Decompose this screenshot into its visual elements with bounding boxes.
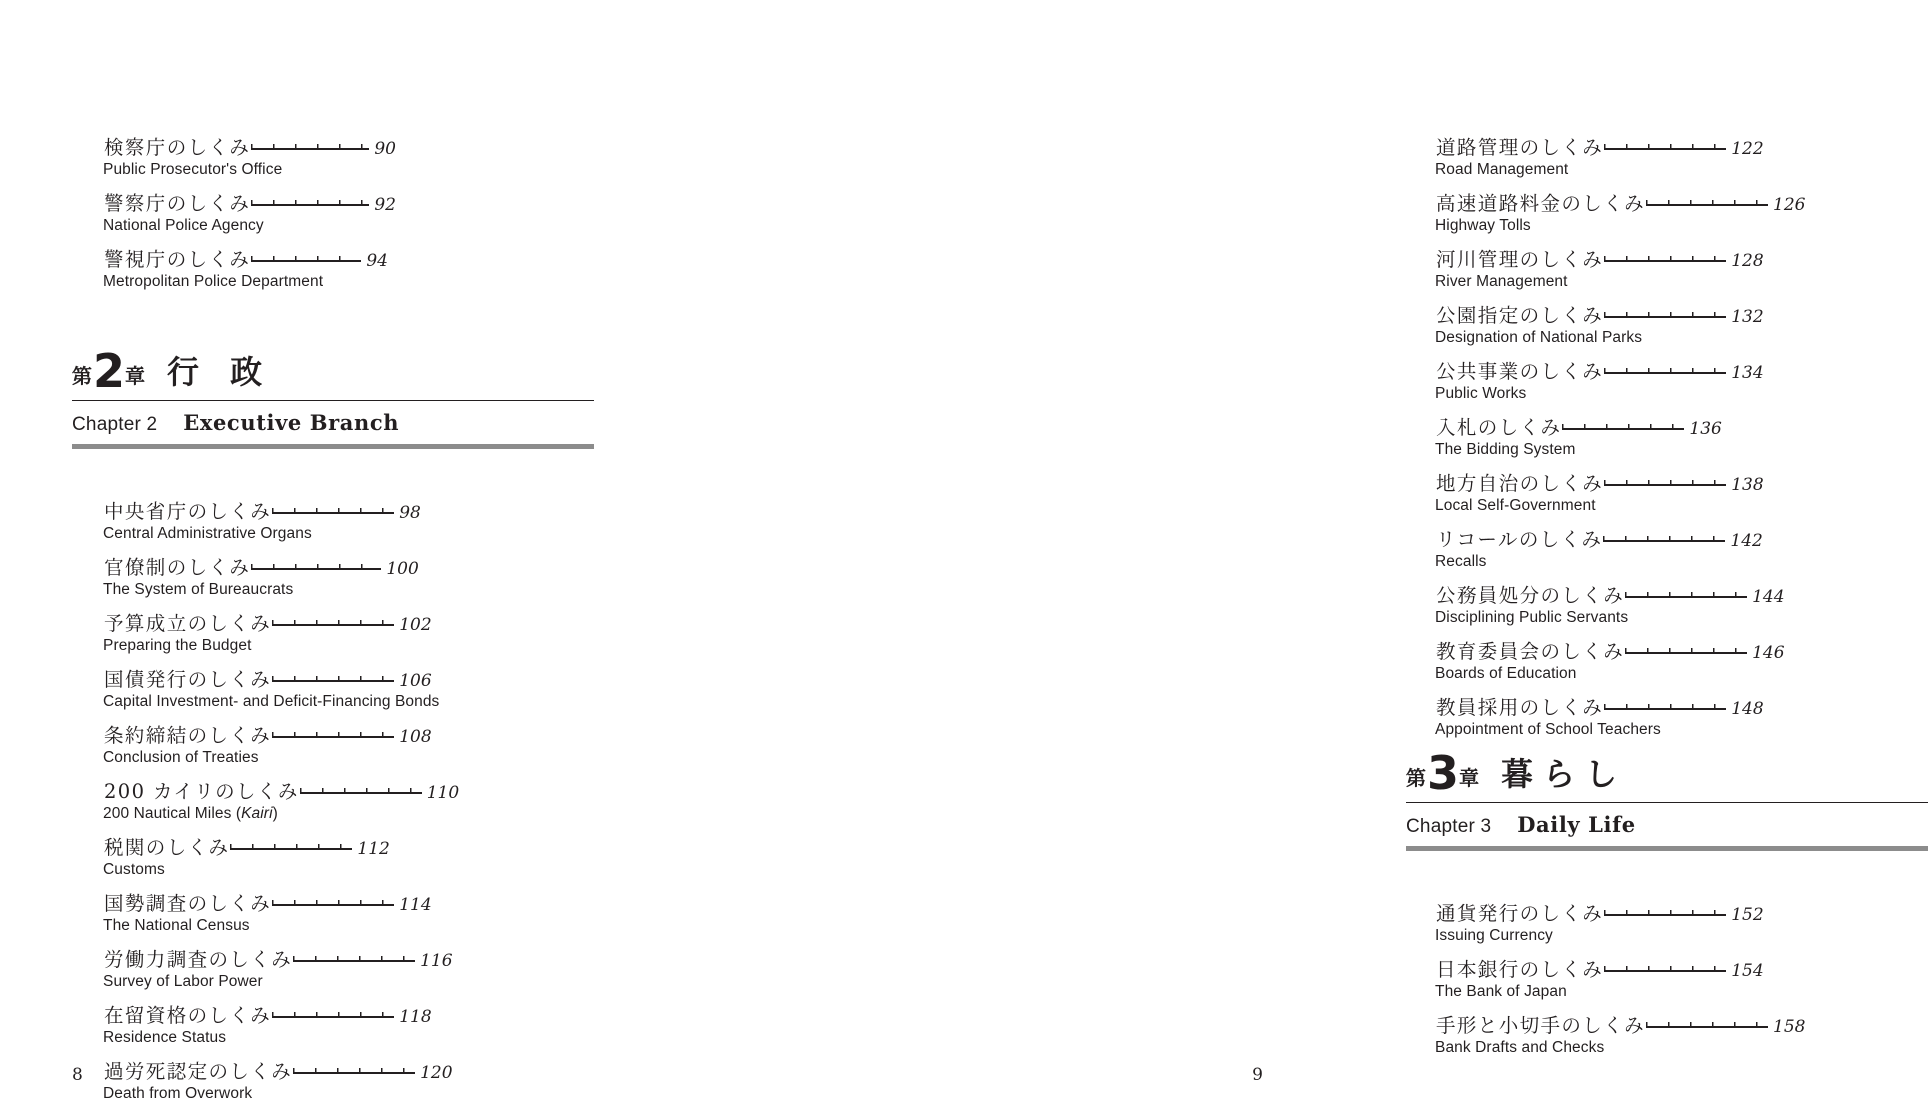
page-left	[0, 0, 667, 1111]
toc-entry[interactable]	[104, 1000, 459, 1047]
toc-page-number: 120	[420, 1063, 453, 1083]
leader-dots	[272, 673, 394, 683]
toc-title-english: The National Census	[103, 917, 250, 934]
toc-page-number: 112	[357, 839, 390, 859]
toc-title-english: Designation of National Parks	[1435, 329, 1643, 346]
toc-title-english: Appointment of School Teachers	[1435, 721, 1661, 738]
toc-title-japanese: 日本銀行のしくみ	[1436, 958, 1604, 981]
toc-entry[interactable]	[104, 888, 459, 935]
chapter-title-japanese	[72, 344, 594, 398]
toc-entry-line	[1436, 898, 1805, 926]
toc-page-number: 152	[1731, 905, 1764, 925]
toc-page-number: 146	[1752, 643, 1785, 663]
leader-dots	[272, 617, 394, 627]
toc-entry[interactable]	[1436, 188, 1805, 235]
toc-title-japanese: 国債発行のしくみ	[104, 668, 272, 691]
toc-title-english: Metropolitan Police Department	[103, 273, 324, 290]
divider-thick	[72, 444, 594, 449]
toc-entry[interactable]	[1436, 356, 1805, 403]
leader-dots	[1604, 141, 1726, 151]
toc-title-english: Capital Investment- and Deficit-Financing Bonds	[103, 693, 440, 710]
leader-dots	[272, 729, 394, 739]
chapter-suffix-sho: 章	[125, 364, 146, 388]
toc-page-number: 158	[1773, 1017, 1806, 1037]
leader-dots	[251, 197, 369, 207]
toc-list-left-top	[104, 132, 396, 300]
toc-title-english: The Bank of Japan	[1435, 983, 1567, 1000]
chapter-prefix-dai: 第	[72, 364, 92, 388]
toc-title-english: Bank Drafts and Checks	[1435, 1039, 1605, 1056]
toc-title-english: Death from Overwork	[103, 1085, 253, 1102]
toc-page-number: 136	[1689, 419, 1722, 439]
chapter-number: 2	[93, 344, 125, 398]
page-right	[667, 0, 1806, 1111]
toc-title-english: Disciplining Public Servants	[1435, 609, 1629, 626]
toc-title-english: Residence Status	[103, 1029, 227, 1046]
toc-page-number: 92	[374, 195, 396, 215]
toc-page-number: 110	[426, 783, 460, 803]
toc-page-number: 126	[1773, 195, 1806, 215]
toc-title-japanese: 過労死認定のしくみ	[104, 1060, 293, 1083]
toc-entry[interactable]	[104, 664, 459, 711]
toc-entry-line	[1436, 300, 1805, 328]
toc-title-japanese: 公務員処分のしくみ	[1436, 584, 1625, 607]
toc-page-number: 118	[399, 1007, 432, 1027]
toc-entry[interactable]	[1436, 1010, 1805, 1057]
toc-entry[interactable]	[104, 496, 459, 543]
toc-entry[interactable]	[1436, 692, 1805, 739]
leader-dots	[293, 1065, 415, 1075]
toc-page-number: 148	[1731, 699, 1764, 719]
toc-entry-line	[1436, 244, 1805, 272]
toc-title-japanese: 教員採用のしくみ	[1436, 696, 1604, 719]
toc-entry-line	[1436, 580, 1805, 608]
toc-page-number: 138	[1731, 475, 1764, 495]
toc-title-japanese: 在留資格のしくみ	[104, 1004, 272, 1027]
toc-entry-line	[1436, 692, 1805, 720]
toc-entry-line	[1436, 1010, 1805, 1038]
toc-title-english: 200 Nautical Miles (Kairi)	[103, 805, 278, 822]
toc-entry-line	[104, 608, 459, 636]
folio-page-number-left: 8	[72, 1065, 83, 1085]
divider-thick	[1406, 846, 1928, 851]
toc-entry[interactable]	[1436, 132, 1805, 179]
toc-entry[interactable]	[1436, 300, 1805, 347]
toc-title-english: Recalls	[1435, 553, 1487, 570]
toc-title-japanese: 河川管理のしくみ	[1436, 248, 1604, 271]
toc-title-japanese: 入札のしくみ	[1436, 416, 1562, 439]
chapter-name-japanese: 行 政	[167, 353, 273, 391]
leader-dots	[251, 561, 381, 571]
toc-title-japanese: 官僚制のしくみ	[104, 556, 251, 579]
folio-page-number-right: 9	[1252, 1065, 1263, 1085]
toc-title-english: The System of Bureaucrats	[103, 581, 294, 598]
toc-page-number: 134	[1731, 363, 1764, 383]
toc-title-japanese: 検察庁のしくみ	[104, 136, 251, 159]
toc-title-english: Central Administrative Organs	[103, 525, 312, 542]
leader-dots	[272, 505, 394, 515]
toc-title-japanese: 高速道路料金のしくみ	[1436, 192, 1646, 215]
toc-entry-line	[1436, 356, 1805, 384]
toc-title-japanese: 条約締結のしくみ	[104, 724, 272, 747]
toc-page-number: 106	[399, 671, 432, 691]
chapter-title-english	[72, 401, 594, 444]
toc-page-number: 122	[1731, 139, 1764, 159]
toc-title-japanese: 国勢調査のしくみ	[104, 892, 272, 915]
toc-entry-line	[104, 132, 396, 160]
toc-entry-line	[1436, 188, 1805, 216]
toc-entry-line	[104, 1056, 459, 1084]
toc-page-number: 144	[1752, 587, 1785, 607]
toc-title-english: River Management	[1435, 273, 1568, 290]
toc-page-number: 98	[399, 503, 421, 523]
toc-entry-line	[104, 552, 459, 580]
toc-list-right-main	[1436, 898, 1805, 1066]
chapter-name-english: Daily Life	[1517, 812, 1636, 838]
toc-page-number: 90	[374, 139, 396, 159]
toc-page-number: 102	[399, 615, 432, 635]
toc-entry[interactable]	[1436, 580, 1805, 627]
toc-title-japanese: 公共事業のしくみ	[1436, 360, 1604, 383]
chapter-title-english	[1406, 803, 1928, 846]
toc-page-number: 132	[1731, 307, 1764, 327]
toc-page-number: 100	[386, 559, 419, 579]
toc-title-english: Public Prosecutor's Office	[103, 161, 283, 178]
toc-page-number: 116	[420, 951, 453, 971]
toc-entry[interactable]	[104, 132, 396, 179]
leader-dots	[1604, 963, 1726, 973]
leader-dots	[1604, 477, 1726, 487]
toc-entry[interactable]	[104, 244, 396, 291]
leader-dots	[1646, 197, 1768, 207]
chapter-label: Chapter 3	[1406, 816, 1492, 838]
toc-entry-line	[1436, 954, 1805, 982]
toc-title-japanese: 手形と小切手のしくみ	[1436, 1014, 1646, 1037]
toc-entry-line	[104, 244, 396, 272]
toc-entry[interactable]	[104, 944, 459, 991]
leader-dots	[1604, 701, 1726, 711]
toc-entry[interactable]	[1436, 954, 1805, 1001]
toc-entry[interactable]	[104, 188, 396, 235]
toc-title-english: Preparing the Budget	[103, 637, 252, 654]
toc-title-japanese: 地方自治のしくみ	[1436, 472, 1604, 495]
toc-entry-line	[104, 944, 459, 972]
toc-entry[interactable]	[1436, 524, 1805, 571]
toc-title-japanese: 道路管理のしくみ	[1436, 136, 1604, 159]
toc-entry-line	[104, 496, 459, 524]
toc-entry-line	[104, 888, 459, 916]
toc-title-english: Boards of Education	[1435, 665, 1577, 682]
leader-dots	[1646, 1019, 1768, 1029]
toc-title-english: The Bidding System	[1435, 441, 1576, 458]
leader-dots	[1604, 365, 1726, 375]
leader-dots	[251, 253, 361, 263]
chapter-suffix-sho: 章	[1459, 766, 1480, 790]
leader-dots	[251, 141, 369, 151]
toc-entry[interactable]	[1436, 636, 1805, 683]
toc-entry-line	[1436, 132, 1805, 160]
toc-page-number: 154	[1731, 961, 1764, 981]
toc-title-japanese: 警察庁のしくみ	[104, 192, 251, 215]
toc-entry[interactable]	[104, 776, 459, 823]
toc-entry-line	[104, 832, 459, 860]
toc-page-number: 108	[399, 727, 432, 747]
toc-entry[interactable]	[1436, 898, 1805, 945]
chapter-label: Chapter 2	[72, 414, 158, 436]
toc-title-japanese: 予算成立のしくみ	[104, 612, 272, 635]
toc-entry[interactable]	[104, 552, 459, 599]
toc-entry[interactable]	[1436, 244, 1805, 291]
chapter-heading-3	[1406, 746, 1928, 851]
leader-dots	[1604, 253, 1726, 263]
leader-dots	[272, 1009, 394, 1019]
toc-title-english: Conclusion of Treaties	[103, 749, 259, 766]
toc-list-left-main	[104, 496, 459, 1112]
toc-entry[interactable]	[104, 832, 459, 879]
toc-entry-line	[104, 776, 459, 804]
toc-entry[interactable]	[104, 608, 459, 655]
toc-title-english: Highway Tolls	[1435, 217, 1531, 234]
chapter-title-japanese	[1406, 746, 1928, 800]
toc-entry-line	[104, 1000, 459, 1028]
toc-entry-line	[1436, 412, 1805, 440]
leader-dots	[1603, 533, 1725, 543]
leader-dots	[300, 785, 422, 795]
chapter-prefix-dai: 第	[1406, 766, 1426, 790]
toc-entry[interactable]	[1436, 468, 1805, 515]
leader-dots	[1604, 309, 1726, 319]
toc-entry-line	[104, 188, 396, 216]
toc-title-japanese: 税関のしくみ	[104, 836, 230, 859]
leader-dots	[293, 953, 415, 963]
chapter-heading-2	[72, 344, 594, 449]
leader-dots	[1625, 645, 1747, 655]
toc-list-right-top	[1436, 132, 1805, 748]
toc-page-number: 94	[366, 251, 388, 271]
toc-title-japanese: 教育委員会のしくみ	[1436, 640, 1625, 663]
toc-title-japanese: 労働力調査のしくみ	[104, 948, 293, 971]
toc-entry[interactable]	[104, 720, 459, 767]
leader-dots	[230, 841, 352, 851]
toc-title-japanese: 通貨発行のしくみ	[1436, 902, 1604, 925]
toc-entry-line	[104, 664, 459, 692]
toc-title-japanese: 中央省庁のしくみ	[104, 500, 272, 523]
leader-dots	[1562, 421, 1684, 431]
leader-dots	[272, 897, 394, 907]
toc-title-english: National Police Agency	[103, 217, 264, 234]
toc-page-number: 128	[1731, 251, 1764, 271]
leader-dots	[1625, 589, 1747, 599]
toc-title-japanese: 200 カイリのしくみ	[104, 780, 299, 803]
toc-entry-line	[1436, 636, 1805, 664]
toc-page-number: 142	[1730, 531, 1763, 551]
toc-title-japanese: 公園指定のしくみ	[1436, 304, 1604, 327]
toc-title-english: Survey of Labor Power	[103, 973, 263, 990]
toc-entry-line	[1436, 468, 1805, 496]
toc-title-japanese: 警視庁のしくみ	[104, 248, 251, 271]
toc-title-english: Public Works	[1435, 385, 1527, 402]
toc-title-english: Local Self-Government	[1435, 497, 1596, 514]
toc-title-japanese: リコールのしくみ	[1436, 528, 1603, 551]
toc-entry-line	[104, 720, 459, 748]
chapter-name-english: Executive Branch	[183, 410, 400, 436]
chapter-name-japanese: 暮らし	[1501, 755, 1628, 793]
toc-page-number: 114	[399, 895, 432, 915]
chapter-number: 3	[1427, 746, 1459, 800]
toc-title-english: Issuing Currency	[1435, 927, 1553, 944]
toc-entry[interactable]	[1436, 412, 1805, 459]
toc-title-english: Customs	[103, 861, 165, 878]
toc-entry-line	[1436, 524, 1805, 552]
toc-entry[interactable]	[104, 1056, 459, 1103]
leader-dots	[1604, 907, 1726, 917]
toc-title-english: Road Management	[1435, 161, 1569, 178]
